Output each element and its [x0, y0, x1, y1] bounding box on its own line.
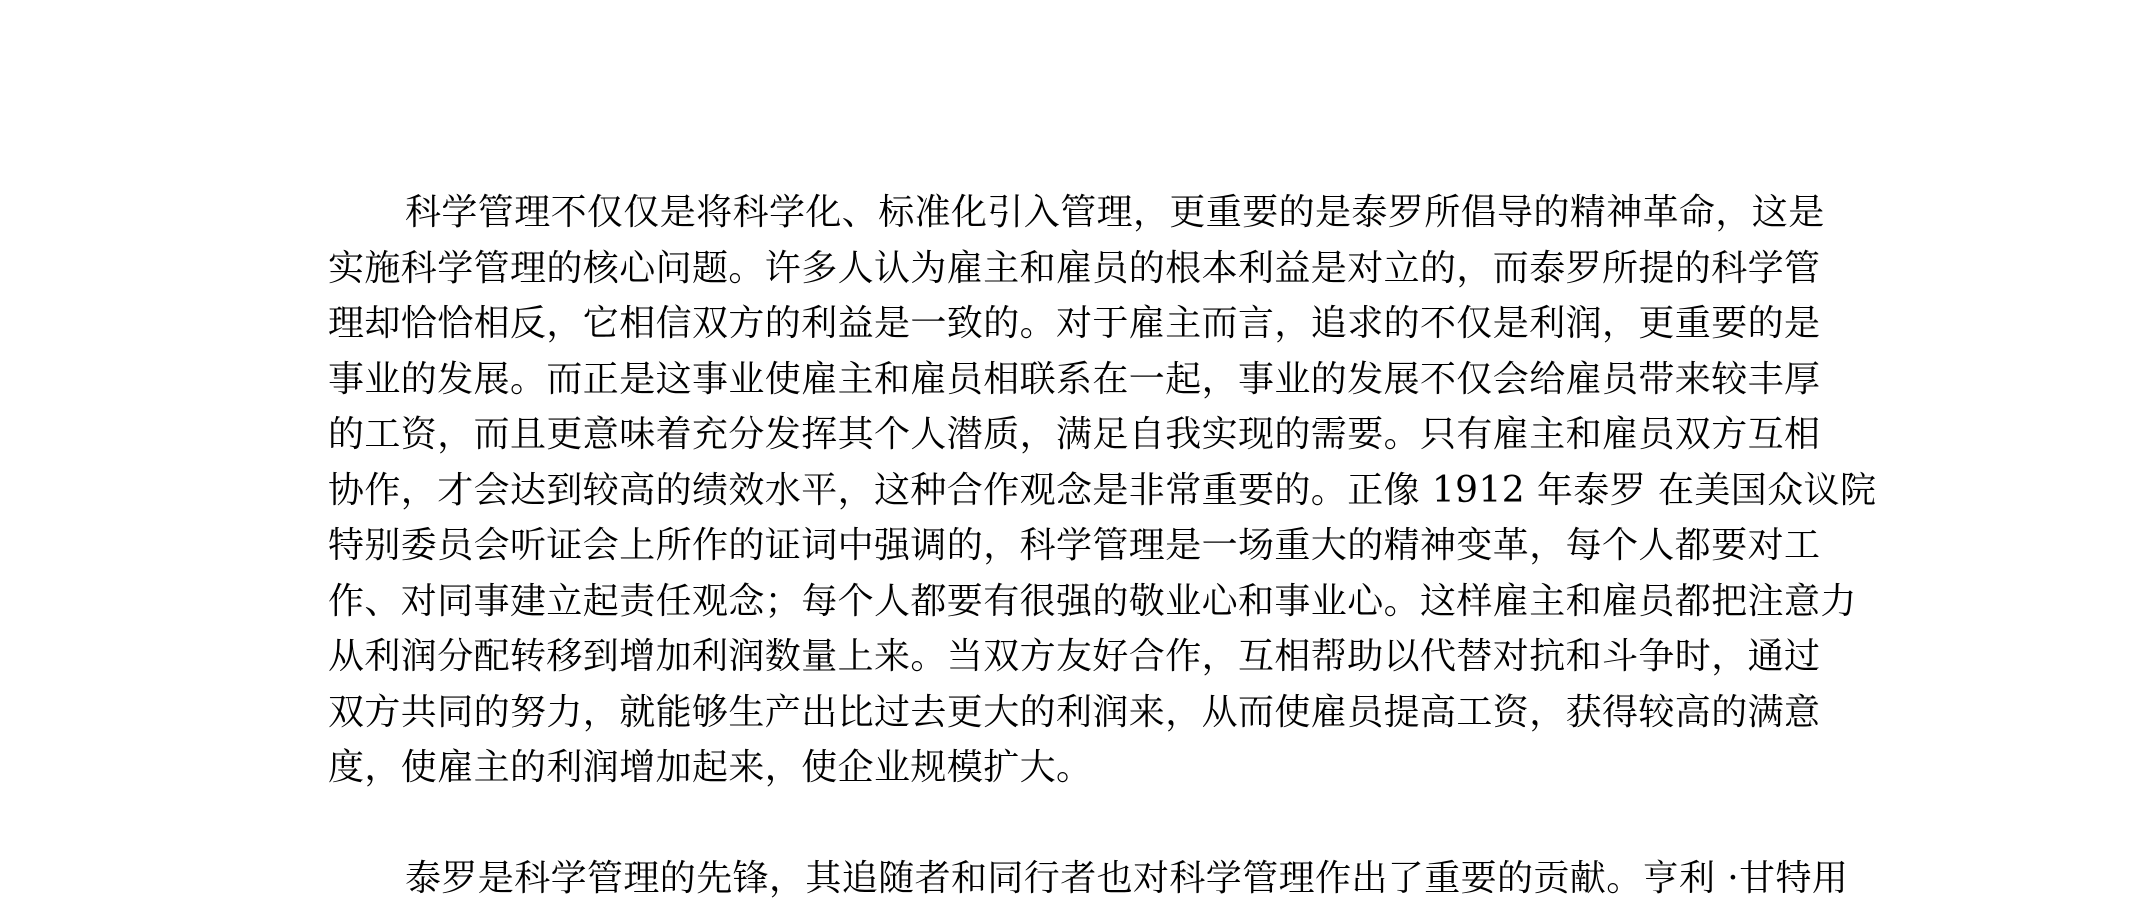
paragraph-1-line-7: 特别委员会听证会上所作的证词中强调的，科学管理是一场重大的精神变革，每个人都要对工 — [328, 525, 1821, 566]
paragraph-1-line-9: 从利润分配转移到增加利润数量上来。当双方友好合作，互相帮助以代替对抗和斗争时，通过 — [328, 636, 1821, 677]
paragraph-1-line-2: 实施科学管理的核心问题。许多人认为雇主和雇员的根本利益是对立的，而泰罗所提的科学管 — [328, 248, 1821, 289]
paragraph-1-line-10: 双方共同的努力，就能够生产出比过去更大的利润来，从而使雇员提高工资，获得较高的满意 — [328, 692, 1821, 733]
paragraph-1-line-4: 事业的发展。而正是这事业使雇主和雇员相联系在一起，事业的发展不仅会给雇员带来较丰厚 — [328, 359, 1821, 400]
paragraph-1-line-11: 度，使雇主的利润增加起来，使企业规模扩大。 — [328, 747, 1093, 788]
paragraph-2-line-1: 泰罗是科学管理的先锋，其追随者和同行者也对科学管理作出了重要的贡献。亨利 ·甘特用 — [405, 858, 1849, 899]
paragraph-1-line-3: 理却恰恰相反，它相信双方的利益是一致的。对于雇主而言，追求的不仅是利润，更重要的是 — [328, 303, 1821, 344]
paragraph-1-line-8: 作、对同事建立起责任观念；每个人都要有很强的敬业心和事业心。这样雇主和雇员都把注意力 — [328, 581, 1857, 622]
paragraph-1-line-1: 科学管理不仅仅是将科学化、标准化引入管理，更重要的是泰罗所倡导的精神革命，这是 — [405, 192, 1825, 233]
paragraph-1-line-6: 协作，才会达到较高的绩效水平，这种合作观念是非常重要的。正像 1912 年泰罗 在美国众议院 — [328, 470, 1877, 511]
paragraph-1-line-5: 的工资，而且更意味着充分发挥其个人潜质，满足自我实现的需要。只有雇主和雇员双方互相 — [328, 414, 1821, 455]
